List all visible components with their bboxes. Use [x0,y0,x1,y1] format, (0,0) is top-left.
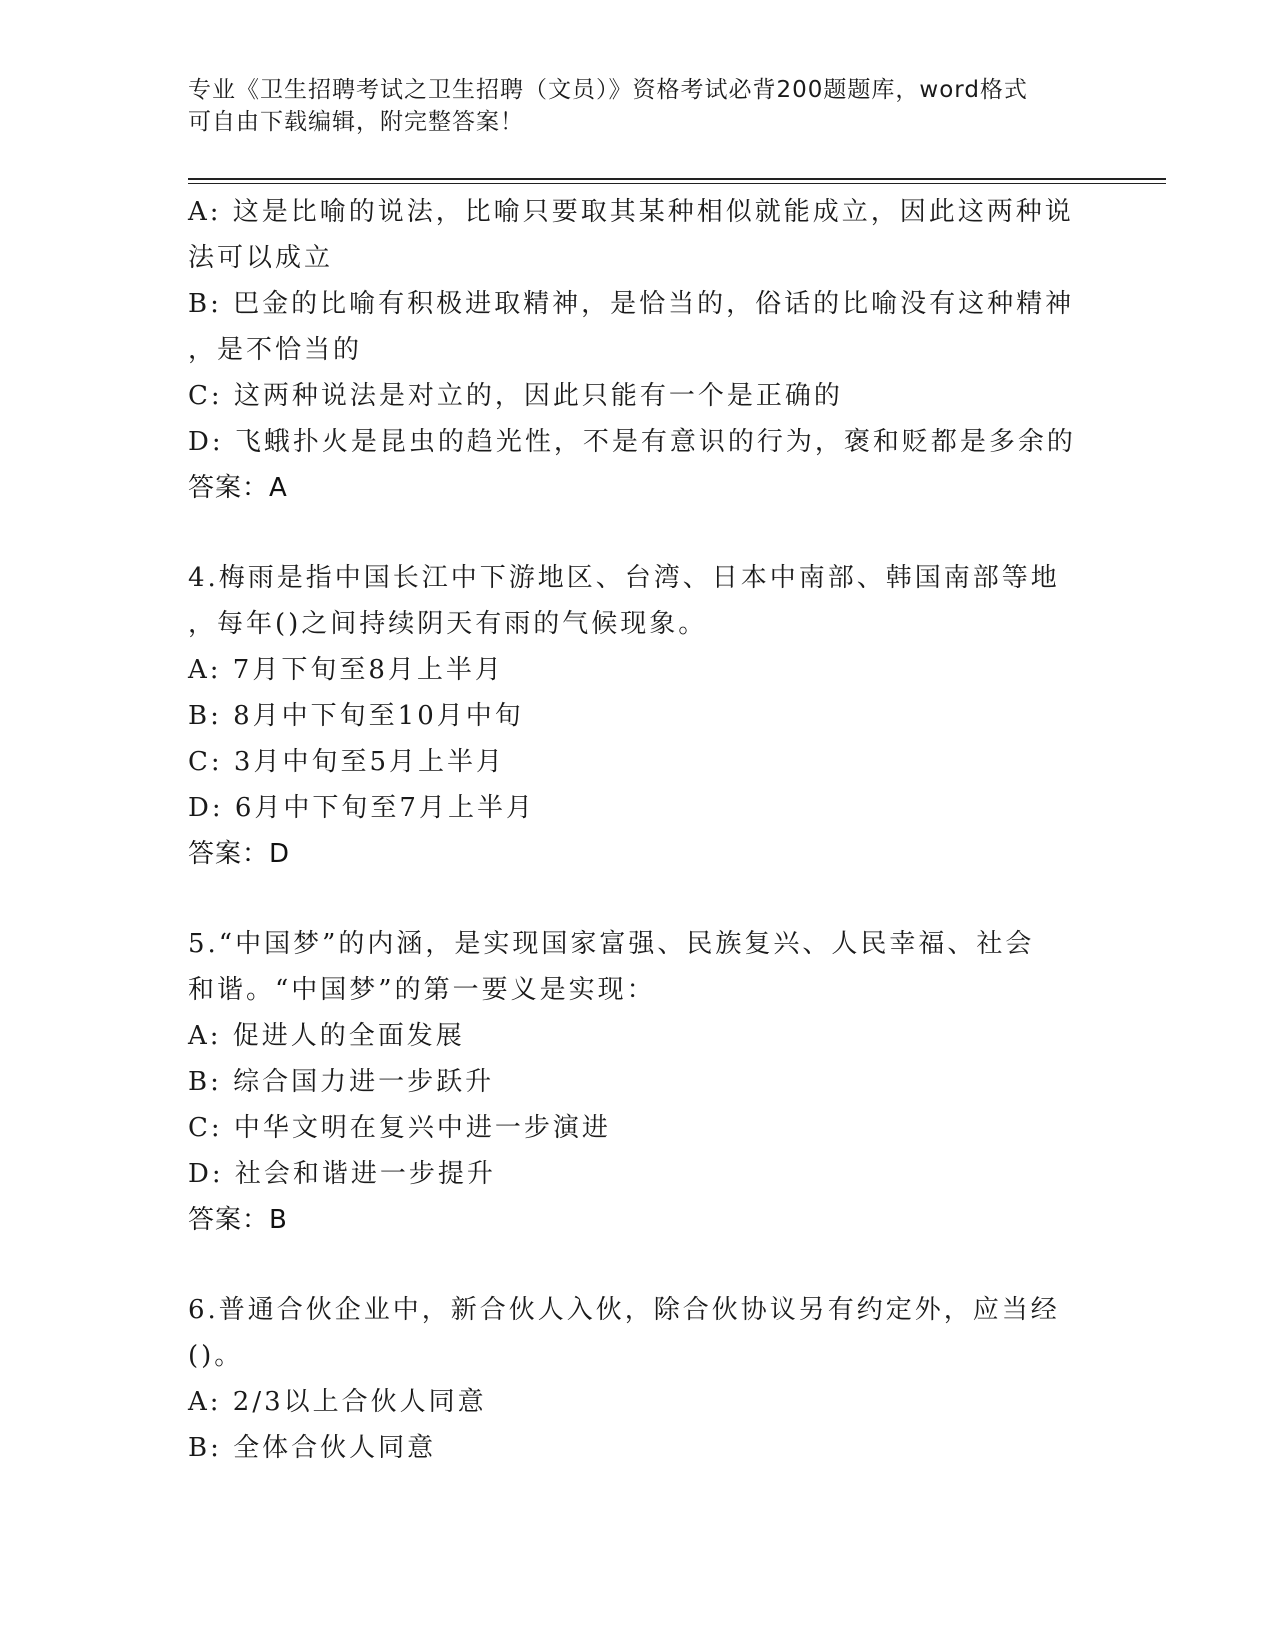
question-6-option-a: A: 2/3以上合伙人同意 [188,1387,487,1417]
question-4-option-c: C: 3月中旬至5月上半月 [188,747,506,777]
question-3-option-d: D: 飞蛾扑火是昆虫的趋光性，不是有意识的行为，褒和贬都是多余的 [188,427,1076,457]
question-3-option-a-line-2: 法可以成立 [188,243,334,273]
question-content [188,189,1088,1471]
question-5-stem-line-1: 5.“中国梦”的内涵，是实现国家富强、民族复兴、人民幸福、社会 [188,929,1035,959]
question-4-option-b: B: 8月中下旬至10月中旬 [188,701,524,731]
question-4-option-a: A: 7月下旬至8月上半月 [188,655,504,685]
question-4-stem-line-1: 4.梅雨是指中国长江中下游地区、台湾、日本中南部、韩国南部等地 [188,563,1060,593]
header-title-line-2: 可自由下载编辑，附完整答案！ [188,109,524,135]
spacer [188,877,1088,921]
question-5-block [188,921,1088,1243]
question-3-option-b-line-2: ，是不恰当的 [188,335,363,365]
question-6-block [188,1287,1088,1471]
question-4-block [188,555,1088,877]
question-3-answer: 答案：A [188,473,288,503]
header-divider-thin [188,183,1166,184]
question-6-option-b: B: 全体合伙人同意 [188,1433,437,1463]
header-title-line-1: 专业《卫生招聘考试之卫生招聘（文员）》资格考试必背200题题库，word格式 [188,77,1028,103]
header-divider-thick [188,178,1166,180]
question-3-option-b-line-1: B: 巴金的比喻有积极进取精神，是恰当的，俗话的比喻没有这种精神 [188,289,1075,319]
question-4-answer: 答案：D [188,839,291,869]
spacer [188,1243,1088,1287]
question-6-stem-line-2: ()。 [188,1341,244,1371]
question-5-option-a: A: 促进人的全面发展 [188,1021,465,1051]
question-5-answer: 答案：B [188,1205,288,1235]
question-4-stem-line-2: ，每年()之间持续阴天有雨的气候现象。 [188,609,708,639]
question-5-option-b: B: 综合国力进一步跃升 [188,1067,495,1097]
question-5-option-d: D: 社会和谐进一步提升 [188,1159,496,1189]
question-3-option-a-line-1: A: 这是比喻的说法，比喻只要取其某种相似就能成立，因此这两种说 [188,197,1074,227]
question-3-option-c: C: 这两种说法是对立的，因此只能有一个是正确的 [188,381,843,411]
question-5-stem-line-2: 和谐。“中国梦”的第一要义是实现： [188,975,656,1005]
spacer [188,511,1088,555]
question-3-block [188,189,1088,511]
question-6-stem-line-1: 6.普通合伙企业中，新合伙人入伙，除合伙协议另有约定外，应当经 [188,1295,1060,1325]
question-4-option-d: D: 6月中下旬至7月上半月 [188,793,535,823]
question-5-option-c: C: 中华文明在复兴中进一步演进 [188,1113,611,1143]
document-header [188,74,1088,138]
